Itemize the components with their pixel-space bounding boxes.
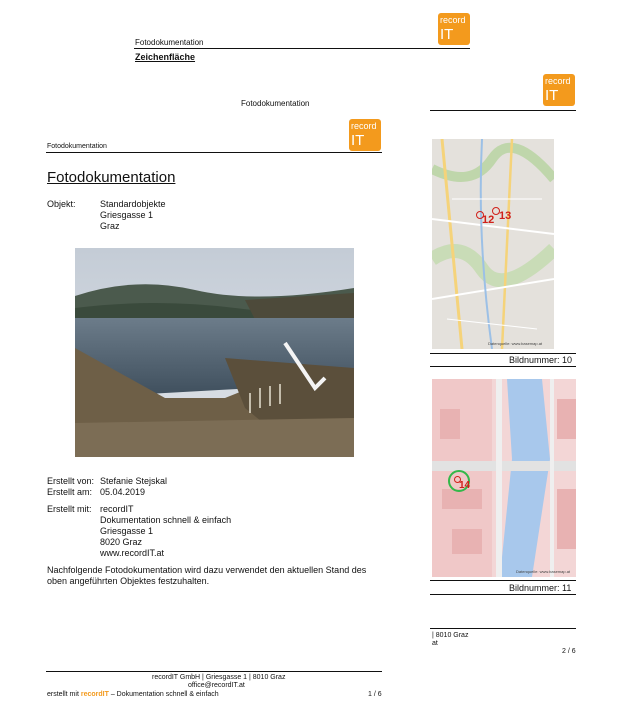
recordit-logo: record IT: [349, 119, 381, 151]
caption-1-rule-bottom: [430, 366, 576, 367]
front-page-header-rule: [46, 152, 382, 153]
objekt-line: Griesgasse 1: [100, 210, 154, 220]
created-with-prefix: erstellt mit: [47, 691, 79, 698]
back-page-2-header: Fotodokumentation: [241, 99, 310, 108]
back-page-1-header: Fotodokumentation: [135, 38, 204, 47]
created-with-brand: recordIT: [80, 691, 109, 698]
image-caption-2: Bildnummer: 11: [509, 583, 572, 593]
intro-paragraph-line: Nachfolgende Fotodokumentation wird dazu verwendet den aktuellen Stand des: [47, 565, 367, 575]
lake-photo-graphic: [75, 248, 354, 457]
back-page-2-page-number: 2 / 6: [562, 648, 576, 655]
image-caption-1: Bildnummer: 10: [509, 355, 573, 365]
erstellt-mit-label: Erstellt mit:: [47, 504, 92, 514]
map-1-marker-label: 13: [499, 210, 512, 222]
objekt-line: Graz: [100, 221, 120, 231]
back-page-2-footer: | 8010 Graz: [432, 632, 469, 639]
erstellt-am-label: Erstellt am:: [47, 487, 93, 497]
erstellt-mit-line: recordIT: [100, 504, 134, 514]
back-page-2-footer-2: at: [432, 640, 438, 647]
map-1-marker-label: 12: [482, 214, 495, 226]
erstellt-von-label: Erstellt von:: [47, 476, 95, 486]
caption-2-rule-bottom: [430, 594, 576, 595]
back-page-1-subheader: Zeichenfläche: [135, 52, 196, 62]
back-page-2-footer-rule: [430, 628, 576, 629]
map-1-attribution: Datenquelle: www.basemap.at: [488, 341, 543, 346]
footer-email: office@recordIT.at: [188, 682, 245, 689]
footer-address: recordIT GmbH | Griesgasse 1 | 8010 Graz: [152, 674, 286, 681]
front-page-number: 1 / 6: [368, 691, 382, 698]
map-2-attribution: Datenquelle: www.basemap.at: [516, 569, 571, 574]
erstellt-mit-line: Griesgasse 1: [100, 526, 154, 536]
back-page-1-header-rule: [134, 48, 470, 49]
map-image-2: [432, 379, 576, 577]
map-2-marker-label: 14: [459, 480, 471, 491]
created-with-suffix: – Dokumentation schnell & einfach: [110, 691, 219, 698]
erstellt-mit-line: www.recordIT.at: [100, 548, 165, 558]
map-image-1: [432, 139, 554, 349]
erstellt-am-value: 05.04.2019: [100, 487, 146, 497]
lake-photo: [75, 248, 354, 457]
objekt-line: Standardobjekte: [100, 199, 166, 209]
erstellt-von-value: Stefanie Stejskal: [100, 476, 168, 486]
map-1-graphic: [432, 139, 554, 349]
erstellt-mit-line: 8020 Graz: [100, 537, 143, 547]
back-page-2-header-rule: [430, 110, 576, 111]
recordit-logo: record IT: [438, 13, 470, 45]
document-title: Fotodokumentation: [47, 169, 176, 186]
front-page-header: Fotodokumentation: [47, 143, 107, 150]
caption-1-rule: [430, 353, 576, 354]
recordit-logo: record IT: [543, 74, 575, 106]
caption-2-rule: [430, 580, 576, 581]
intro-paragraph-line: oben angeführten Objektes festzuhalten.: [47, 576, 210, 586]
front-page-footer-rule: [46, 671, 382, 672]
objekt-label: Objekt:: [47, 199, 76, 209]
created-with-note: [47, 691, 219, 698]
erstellt-mit-line: Dokumentation schnell & einfach: [100, 515, 232, 525]
